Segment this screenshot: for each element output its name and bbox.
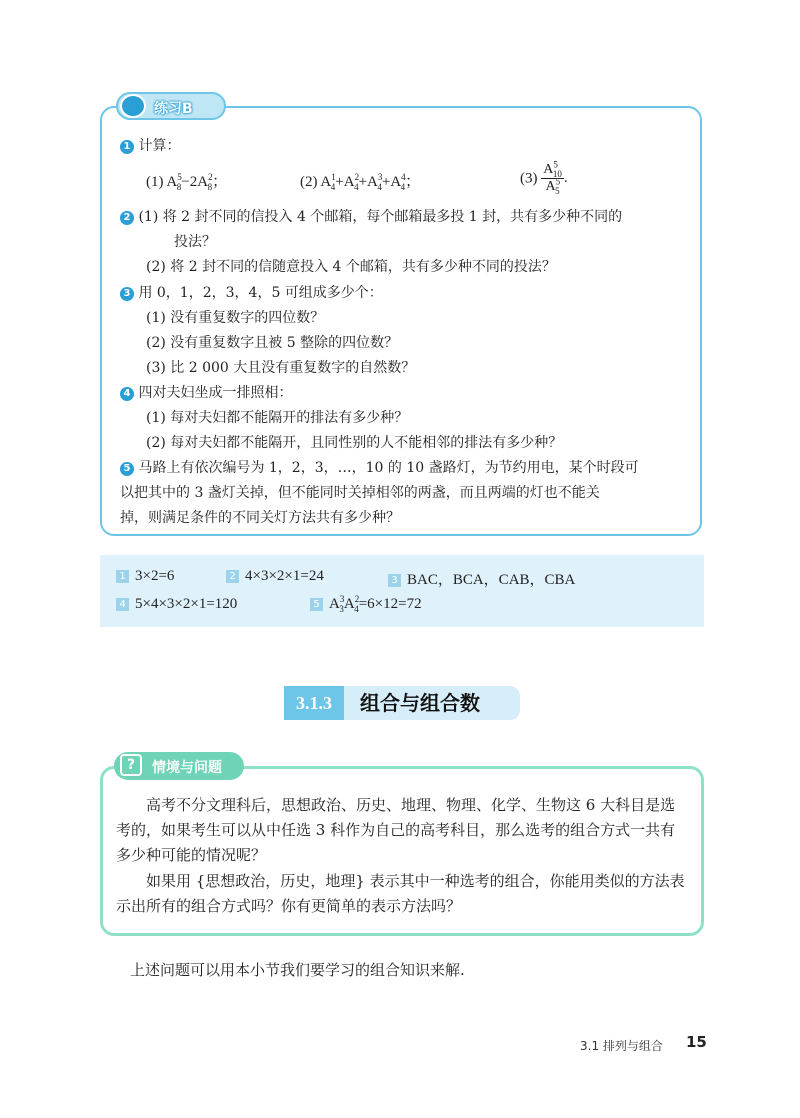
situation-tab — [114, 752, 244, 780]
section-title: 组合与组合数 — [344, 686, 520, 720]
question-2: 2 (1) 将 2 封不同的信投入 4 个邮箱，每个邮箱最多投 1 封，共有多少种不同的 — [120, 208, 622, 226]
answer-2: 2 4×3×2×1=24 — [226, 568, 324, 585]
exercise-tab-label: 练习B — [154, 101, 193, 117]
question-4-line-3: (2) 每对夫妇都不能隔开，且同性别的人不能相邻的排法有多少种？ — [146, 435, 563, 451]
fraction: $\frac{A^5_{10}}{A^5_5}$ — [543, 159, 562, 196]
question-5: 5 马路上有依次编号为 1，2，3，…，10 的 10 盏路灯，为节约用电，某个时段可 — [120, 459, 639, 477]
question-3: 3 用 0，1，2，3，4，5 可组成多少个： — [120, 284, 383, 302]
situation-paragraph-2: 如果用 {思想政治，历史，地理} 表示其中一种选考的组合，你能用类似的方法表示出所有的组合方式吗？你有更简单的表示方法吗？ — [116, 872, 685, 915]
situation-paragraph-1: 高考不分文理科后，思想政治、历史、地理、物理、化学、生物这 6 大科目是选考的，如果考生可以从中任选 3 科作为自己的高考科目，那么选考的组合方式一共有多少种可能的情况呢？ — [116, 796, 676, 864]
situation-tab-label: 情境与问题 — [152, 760, 222, 776]
answers-box — [100, 555, 704, 627]
question-2-line-3: (2) 将 2 封不同的信随意投入 4 个邮箱，共有多少种不同的投法？ — [146, 259, 556, 275]
q1-part-1: (1) $A^5_8-2A^2_8$； — [146, 172, 228, 192]
question-4: 4 四对夫妇坐成一排照相： — [120, 384, 292, 402]
question-4-line-2: (1) 每对夫妇都不能隔开的排法有多少种？ — [146, 410, 409, 426]
answer-3: 3 BAC，BCA，CAB，CBA — [388, 568, 575, 589]
q1-part-2: (2) $A^1_4+A^2_4+A^3_4+A^4_4$； — [300, 172, 421, 192]
pencil-icon — [120, 94, 146, 118]
question-mark-icon: ? — [120, 754, 142, 776]
answer-4: 4 5×4×3×2×1=120 — [116, 596, 237, 613]
q1-part-3: (3) $\frac{A^5_{10}}{A^5_5}$ . — [520, 159, 568, 196]
question-2-line-2: 投法？ — [174, 234, 216, 250]
question-5-line-2: 以把其中的 3 盏灯关掉，但不能同时关掉相邻的两盏，而且两端的灯也不能关 — [120, 485, 600, 501]
exercise-tab — [116, 92, 226, 120]
footer-chapter: 3.1 排列与组合 — [580, 1039, 663, 1053]
question-3-line-2: (1) 没有重复数字的四位数？ — [146, 310, 325, 326]
question-text: 计算： — [138, 138, 181, 154]
answer-5: 5 $A^3_3A^2_4=6\times 12=72$ — [310, 596, 422, 613]
answer-1: 1 3×2=6 — [116, 568, 174, 585]
question-1 — [120, 137, 180, 155]
section-number: 3.1.3 — [284, 686, 344, 720]
intro-text: 上述问题可以用本小节我们要学习的组合知识来解. — [130, 961, 465, 979]
page-number: 15 — [686, 1033, 707, 1051]
question-3-line-3: (2) 没有重复数字且被 5 整除的四位数？ — [146, 335, 399, 351]
question-3-line-4: (3) 比 2 000 大且没有重复数字的自然数？ — [146, 360, 416, 376]
question-5-line-3: 掉，则满足条件的不同关灯方法共有多少种？ — [120, 510, 400, 526]
question-number: 1 — [120, 140, 134, 154]
